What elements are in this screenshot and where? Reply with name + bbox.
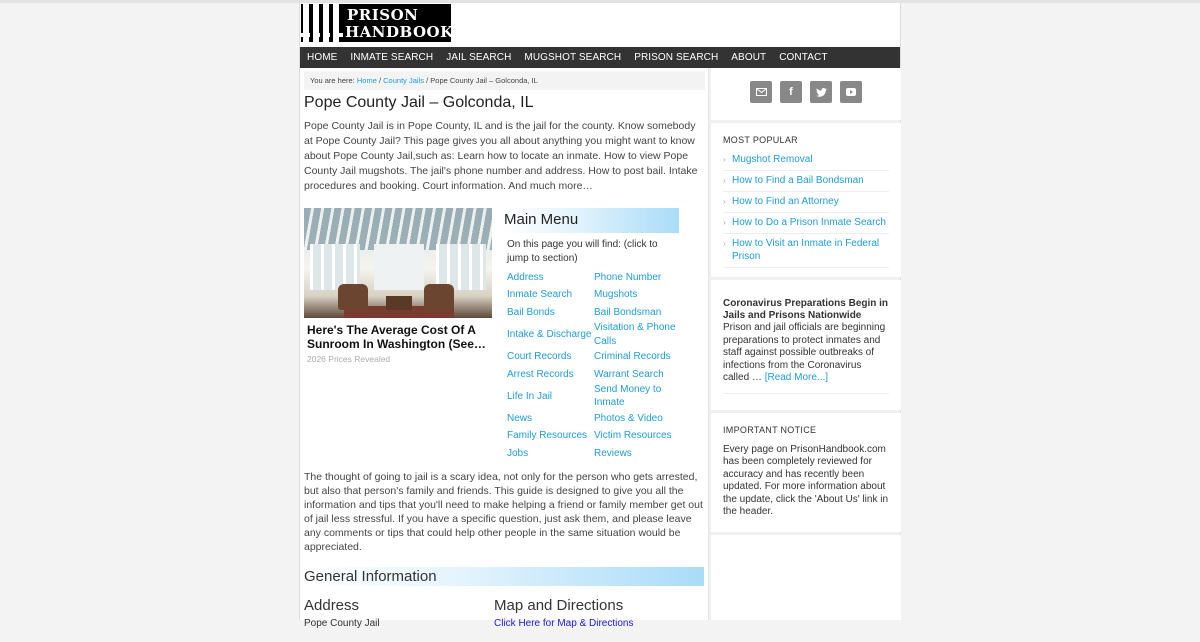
ad-headline[interactable]: Here's The Average Cost Of A Sunroom In Washington (See… bbox=[307, 323, 486, 351]
nav-contact[interactable]: CONTACT bbox=[779, 52, 828, 63]
popular-link-inmate-search[interactable]: How to Do a Prison Inmate Search bbox=[732, 217, 886, 228]
nav-home[interactable]: HOME bbox=[307, 52, 338, 63]
divider bbox=[723, 393, 889, 394]
logo-text-line1: PRISON bbox=[347, 6, 419, 24]
list-item bbox=[723, 234, 889, 268]
sidebar bbox=[708, 68, 900, 620]
nav-mugshot-search[interactable]: MUGSHOT SEARCH bbox=[524, 52, 622, 63]
menu-link-bail-bondsman[interactable]: Bail Bondsman bbox=[594, 306, 662, 318]
intro-paragraph: Pope County Jail is in Pope County, IL and is the jail for the county. Know somebody at Pope County Jail? This page gives you all about anything you might want to know about Pope County Jail,such as: Learn how to locate an inmate. How to view Pope County Jail mugshots. The jail's phone number and address. How to post bail. Intake procedures and booking. Court information. And much more… bbox=[304, 120, 698, 192]
map-heading: Map and Directions bbox=[494, 597, 624, 614]
most-popular-title: MOST POPULAR bbox=[723, 135, 798, 145]
news-headline[interactable]: Coronavirus Preparations Begin in Jails and Prisons Nationwide bbox=[723, 298, 889, 321]
prison-bars-icon bbox=[301, 4, 343, 42]
chevron-right-icon: › bbox=[723, 155, 726, 164]
twitter-icon[interactable] bbox=[810, 81, 832, 103]
chevron-right-icon: › bbox=[723, 176, 726, 185]
chevron-right-icon: › bbox=[723, 218, 726, 227]
menu-link-court-records[interactable]: Court Records bbox=[507, 351, 572, 363]
menu-link-inmate-search[interactable]: Inmate Search bbox=[507, 289, 573, 301]
map-directions-link[interactable]: Click Here for Map & Directions bbox=[494, 618, 634, 629]
logo-text-line2: HANDBOOK bbox=[345, 23, 454, 41]
news-body: Prison and jail officials are beginning preparations to protect inmates and staff against possible outbreaks of infections from the Coronavirus called … bbox=[723, 322, 886, 384]
social-links bbox=[711, 68, 901, 120]
main-menu-links bbox=[504, 269, 704, 462]
menu-link-send-money[interactable]: Send Money to Inmate bbox=[594, 383, 662, 409]
most-popular-list bbox=[723, 150, 889, 268]
main-menu-heading: Main Menu bbox=[504, 208, 679, 233]
main-nav bbox=[300, 47, 900, 68]
breadcrumb-prefix: You are here: bbox=[310, 76, 355, 85]
map-section bbox=[494, 597, 633, 629]
chevron-right-icon: › bbox=[723, 239, 726, 248]
page-title: Pope County Jail – Golconda, IL bbox=[304, 94, 534, 111]
nav-jail-search[interactable]: JAIL SEARCH bbox=[446, 52, 512, 63]
menu-link-victim-resources[interactable]: Victim Resources bbox=[594, 430, 672, 442]
breadcrumb-county-jails[interactable]: County Jails bbox=[383, 76, 424, 85]
menu-link-photos-video[interactable]: Photos & Video bbox=[594, 412, 663, 424]
address-line: Pope County Jail bbox=[304, 618, 380, 629]
ad-image-sunroom[interactable] bbox=[304, 208, 492, 318]
menu-link-news[interactable]: News bbox=[507, 412, 533, 424]
menu-link-bail-bonds[interactable]: Bail Bonds bbox=[507, 306, 555, 318]
nav-about[interactable]: ABOUT bbox=[731, 52, 767, 63]
news-widget bbox=[711, 280, 901, 410]
empty-widget bbox=[711, 535, 901, 620]
menu-link-jobs[interactable]: Jobs bbox=[507, 447, 529, 459]
menu-link-mugshots[interactable]: Mugshots bbox=[594, 289, 638, 301]
site-logo[interactable] bbox=[301, 4, 454, 42]
notice-title: IMPORTANT NOTICE bbox=[723, 425, 817, 435]
menu-link-phone-number[interactable]: Phone Number bbox=[594, 271, 662, 283]
popular-link-visit-federal[interactable]: How to Visit an Inmate in Federal Prison bbox=[732, 238, 880, 262]
main-menu-description: On this page you will find: (click to jump to section) bbox=[507, 239, 658, 264]
guide-paragraph: The thought of going to jail is a scary idea, not only for the person who gets arrested, but also that person's family and friends. This guide is designed to give you all the information and tips that you'll need to make helping a friend or family member get out of jail less stressful. If you have a specific question, just ask them, and please leave any comments or tips that could help other people in the same situation would be appreciated. bbox=[304, 471, 703, 553]
general-information-heading: General Information bbox=[304, 567, 704, 586]
sponsored-ad[interactable] bbox=[304, 208, 492, 364]
nav-inmate-search[interactable]: INMATE SEARCH bbox=[350, 52, 434, 63]
menu-link-family-resources[interactable]: Family Resources bbox=[507, 430, 588, 442]
main-content bbox=[304, 71, 705, 642]
main-menu-box bbox=[504, 208, 704, 462]
menu-link-address[interactable]: Address bbox=[507, 271, 544, 283]
menu-link-reviews[interactable]: Reviews bbox=[594, 447, 632, 459]
list-item bbox=[723, 213, 889, 234]
menu-link-intake-discharge[interactable]: Intake & Discharge bbox=[507, 328, 592, 340]
menu-link-arrest-records[interactable]: Arrest Records bbox=[507, 368, 574, 380]
chevron-right-icon: › bbox=[723, 197, 726, 206]
list-item bbox=[723, 150, 889, 171]
page-container bbox=[299, 3, 901, 629]
breadcrumb-separator: / bbox=[424, 76, 431, 85]
ad-and-menu-row bbox=[304, 208, 705, 470]
important-notice-widget bbox=[711, 413, 901, 532]
email-icon[interactable] bbox=[750, 81, 772, 103]
most-popular-widget bbox=[711, 123, 901, 277]
menu-link-visitation[interactable]: Visitation & Phone Calls bbox=[594, 322, 676, 347]
nav-prison-search[interactable]: PRISON SEARCH bbox=[634, 52, 719, 63]
menu-link-life-in-jail[interactable]: Life In Jail bbox=[507, 390, 553, 402]
menu-link-criminal-records[interactable]: Criminal Records bbox=[594, 351, 671, 363]
list-item bbox=[723, 192, 889, 213]
breadcrumb-home[interactable]: Home bbox=[356, 76, 377, 85]
address-section bbox=[304, 597, 380, 629]
menu-link-warrant-search[interactable]: Warrant Search bbox=[594, 368, 664, 380]
address-heading: Address bbox=[304, 597, 360, 614]
popular-link-bail-bondsman[interactable]: How to Find a Bail Bondsman bbox=[732, 175, 864, 186]
breadcrumb-separator: / bbox=[376, 76, 384, 85]
popular-link-mugshot-removal[interactable]: Mugshot Removal bbox=[732, 154, 813, 165]
list-item bbox=[723, 171, 889, 192]
facebook-icon[interactable]: f bbox=[780, 81, 802, 103]
ad-subtitle: 2026 Prices Revealed bbox=[307, 354, 391, 364]
notice-body: Every page on PrisonHandbook.com has been completely reviewed for accuracy and has recently been updated. For more information about the update, click the 'About Us' link in the header. bbox=[723, 444, 889, 518]
news-excerpt bbox=[723, 322, 889, 385]
breadcrumb bbox=[304, 71, 705, 90]
breadcrumb-current: Pope County Jail – Golconda, IL bbox=[430, 76, 538, 85]
popular-link-attorney[interactable]: How to Find an Attorney bbox=[732, 196, 839, 207]
read-more-link[interactable]: [Read More...] bbox=[764, 372, 829, 384]
general-info-columns bbox=[304, 597, 705, 642]
youtube-icon[interactable] bbox=[840, 81, 862, 103]
